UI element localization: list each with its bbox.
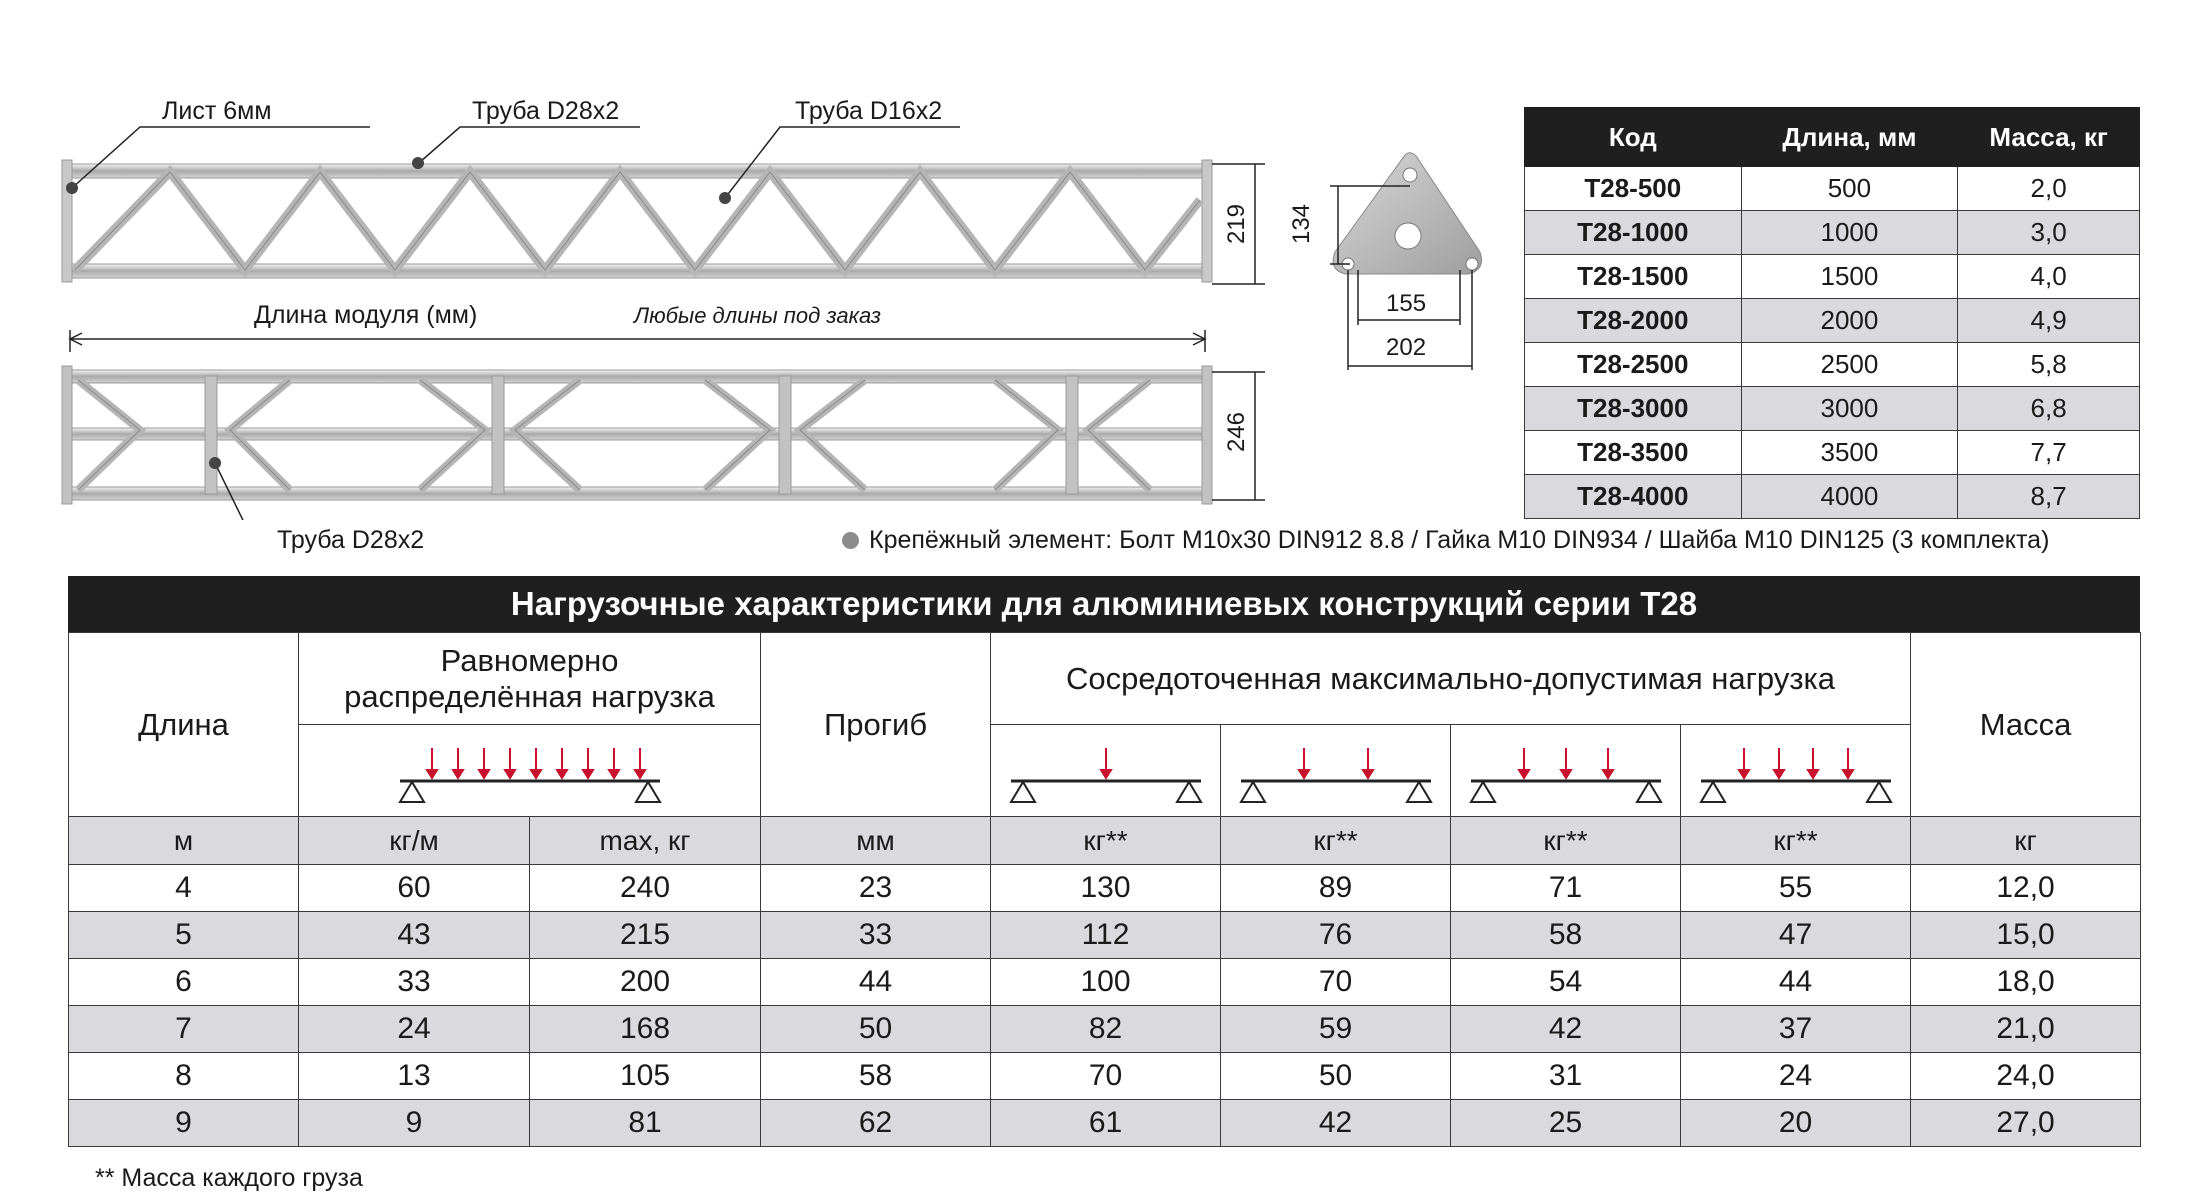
- cell-point-1: 70: [991, 1053, 1221, 1100]
- spec-row: [1525, 343, 2140, 387]
- unit-cell: кг**: [1451, 817, 1681, 865]
- cell-point-4: 55: [1681, 865, 1911, 912]
- cell-deflection: 33: [761, 912, 991, 959]
- spec-table-header: [1525, 108, 2140, 167]
- unit-cell: кг**: [1221, 817, 1451, 865]
- unit-cell: кг/м: [299, 817, 530, 865]
- spec-code: T28-500: [1525, 167, 1742, 211]
- two-point-load-icon: [1231, 736, 1441, 806]
- cell-point-1: 100: [991, 959, 1221, 1006]
- cell-deflection: 58: [761, 1053, 991, 1100]
- cell-point-3: 42: [1451, 1006, 1681, 1053]
- single-point-load-icon: [1001, 736, 1211, 806]
- uniform-load-diagram: [299, 725, 761, 817]
- four-point-load-icon: [1691, 736, 1901, 806]
- cell-point-3: 54: [1451, 959, 1681, 1006]
- cell-mass: 27,0: [1911, 1100, 2141, 1147]
- uniform-load-icon: [390, 736, 670, 806]
- truss-top-view: [62, 366, 1212, 504]
- cell-uniform-per-m: 33: [299, 959, 530, 1006]
- spec-mass: 4,9: [1958, 299, 2140, 343]
- spec-row: [1525, 299, 2140, 343]
- cell-uniform-max: 81: [530, 1100, 761, 1147]
- spec-row: [1525, 211, 2140, 255]
- cell-deflection: 62: [761, 1100, 991, 1147]
- cell-point-2: 59: [1221, 1006, 1451, 1053]
- cell-uniform-per-m: 60: [299, 865, 530, 912]
- point-load-3-diagram: [1451, 725, 1681, 817]
- header-concentrated-load: Сосредоточенная максимально-допустимая нагрузка: [991, 633, 1911, 725]
- cell-point-1: 130: [991, 865, 1221, 912]
- cell-point-2: 76: [1221, 912, 1451, 959]
- load-header-row: [69, 633, 2141, 725]
- cell-point-3: 31: [1451, 1053, 1681, 1100]
- dim-plate-inner: 155: [1386, 290, 1427, 317]
- header-mass: Масса: [1911, 633, 2141, 817]
- unit-cell: max, кг: [530, 817, 761, 865]
- spec-length: 3500: [1741, 431, 1958, 475]
- spec-mass: 7,7: [1958, 431, 2140, 475]
- label-module-length: Длина модуля (мм): [254, 301, 478, 329]
- spec-length: 4000: [1741, 475, 1958, 519]
- spec-length: 3000: [1741, 387, 1958, 431]
- cell-point-2: 42: [1221, 1100, 1451, 1147]
- cell-point-4: 37: [1681, 1006, 1911, 1053]
- units-row: [69, 817, 2141, 865]
- spec-row: [1525, 387, 2140, 431]
- three-point-load-icon: [1461, 736, 1671, 806]
- spec-code: T28-2500: [1525, 343, 1742, 387]
- fastener-note: Крепёжный элемент: Болт М10x30 DIN912 8.8 / Гайка М10 DIN934 / Шайба М10 DIN125 (3 комплекта): [842, 526, 2049, 555]
- truss-side-view: [62, 160, 1212, 282]
- dim-side-height: 219: [1223, 203, 1251, 245]
- cell-uniform-per-m: 9: [299, 1100, 530, 1147]
- cell-point-4: 44: [1681, 959, 1911, 1006]
- spec-length: 500: [1741, 167, 1958, 211]
- spec-length: 1000: [1741, 211, 1958, 255]
- cell-point-1: 112: [991, 912, 1221, 959]
- cell-uniform-max: 240: [530, 865, 761, 912]
- header-code: Код: [1525, 108, 1742, 167]
- cell-point-2: 70: [1221, 959, 1451, 1006]
- spec-code: T28-4000: [1525, 475, 1742, 519]
- cell-point-2: 50: [1221, 1053, 1451, 1100]
- cell-point-1: 61: [991, 1100, 1221, 1147]
- cell-mass: 21,0: [1911, 1006, 2141, 1053]
- table-row: [69, 865, 2141, 912]
- point-load-4-diagram: [1681, 725, 1911, 817]
- cell-uniform-max: 168: [530, 1006, 761, 1053]
- spec-mass: 2,0: [1958, 167, 2140, 211]
- load-diagram-row: [69, 725, 2141, 817]
- load-table: [68, 632, 2141, 1147]
- cell-point-2: 89: [1221, 865, 1451, 912]
- unit-cell: кг**: [991, 817, 1221, 865]
- dim-top-width: 246: [1223, 411, 1251, 453]
- cell-length: 7: [69, 1006, 299, 1053]
- cell-deflection: 44: [761, 959, 991, 1006]
- cell-mass: 15,0: [1911, 912, 2141, 959]
- unit-cell: кг**: [1681, 817, 1911, 865]
- cell-length: 8: [69, 1053, 299, 1100]
- cell-length: 9: [69, 1100, 299, 1147]
- spec-code: T28-1500: [1525, 255, 1742, 299]
- spec-code: T28-2000: [1525, 299, 1742, 343]
- cell-length: 5: [69, 912, 299, 959]
- table-row: [69, 1100, 2141, 1147]
- cell-uniform-per-m: 13: [299, 1053, 530, 1100]
- cell-point-3: 71: [1451, 865, 1681, 912]
- spec-mass: 8,7: [1958, 475, 2140, 519]
- spec-mass: 4,0: [1958, 255, 2140, 299]
- header-length: Длина, мм: [1741, 108, 1958, 167]
- spec-mass: 5,8: [1958, 343, 2140, 387]
- cell-length: 4: [69, 865, 299, 912]
- table-row: [69, 959, 2141, 1006]
- spec-length: 2000: [1741, 299, 1958, 343]
- unit-cell: мм: [761, 817, 991, 865]
- label-tube-bottom: Труба D28x2: [277, 526, 425, 554]
- unit-cell: кг: [1911, 817, 2141, 865]
- table-row: [69, 912, 2141, 959]
- label-tube-diagonal: Труба D16x2: [795, 97, 943, 125]
- load-table-title: Нагрузочные характеристики для алюминиевых конструкций серии Т28: [68, 576, 2140, 632]
- cell-uniform-per-m: 24: [299, 1006, 530, 1053]
- cell-uniform-max: 200: [530, 959, 761, 1006]
- label-any-length: Любые длины под заказ: [634, 303, 881, 328]
- dim-plate-outer: 202: [1386, 334, 1427, 361]
- spec-row: [1525, 167, 2140, 211]
- cell-point-3: 25: [1451, 1100, 1681, 1147]
- cell-deflection: 50: [761, 1006, 991, 1053]
- footnote: ** Масса каждого груза: [95, 1164, 363, 1192]
- cell-uniform-max: 105: [530, 1053, 761, 1100]
- spec-row: [1525, 431, 2140, 475]
- spec-row: [1525, 255, 2140, 299]
- cell-point-4: 24: [1681, 1053, 1911, 1100]
- cell-uniform-per-m: 43: [299, 912, 530, 959]
- spec-row: [1525, 475, 2140, 519]
- cell-point-4: 20: [1681, 1100, 1911, 1147]
- header-length: Длина: [69, 633, 299, 817]
- spec-mass: 6,8: [1958, 387, 2140, 431]
- spec-mass: 3,0: [1958, 211, 2140, 255]
- table-row: [69, 1006, 2141, 1053]
- label-sheet: Лист 6мм: [162, 97, 272, 125]
- cell-point-4: 47: [1681, 912, 1911, 959]
- table-row: [69, 1053, 2141, 1100]
- header-deflection: Прогиб: [761, 633, 991, 817]
- cell-mass: 18,0: [1911, 959, 2141, 1006]
- spec-code: T28-1000: [1525, 211, 1742, 255]
- cell-mass: 12,0: [1911, 865, 2141, 912]
- cell-uniform-max: 215: [530, 912, 761, 959]
- cell-deflection: 23: [761, 865, 991, 912]
- header-mass: Масса, кг: [1958, 108, 2140, 167]
- cell-length: 6: [69, 959, 299, 1006]
- header-uniform-load: Равномерно распределённая нагрузка: [299, 633, 761, 725]
- bullet-icon: [842, 532, 859, 549]
- spec-code: T28-3000: [1525, 387, 1742, 431]
- spec-code: T28-3500: [1525, 431, 1742, 475]
- cell-point-1: 82: [991, 1006, 1221, 1053]
- spec-length: 1500: [1741, 255, 1958, 299]
- cell-mass: 24,0: [1911, 1053, 2141, 1100]
- point-load-2-diagram: [1221, 725, 1451, 817]
- cell-point-3: 58: [1451, 912, 1681, 959]
- unit-cell: м: [69, 817, 299, 865]
- point-load-1-diagram: [991, 725, 1221, 817]
- spec-table: [1524, 107, 2140, 519]
- spec-length: 2500: [1741, 343, 1958, 387]
- label-tube-top: Труба D28x2: [472, 97, 620, 125]
- dim-plate-height: 134: [1288, 203, 1316, 245]
- truss-drawing: [0, 0, 1300, 520]
